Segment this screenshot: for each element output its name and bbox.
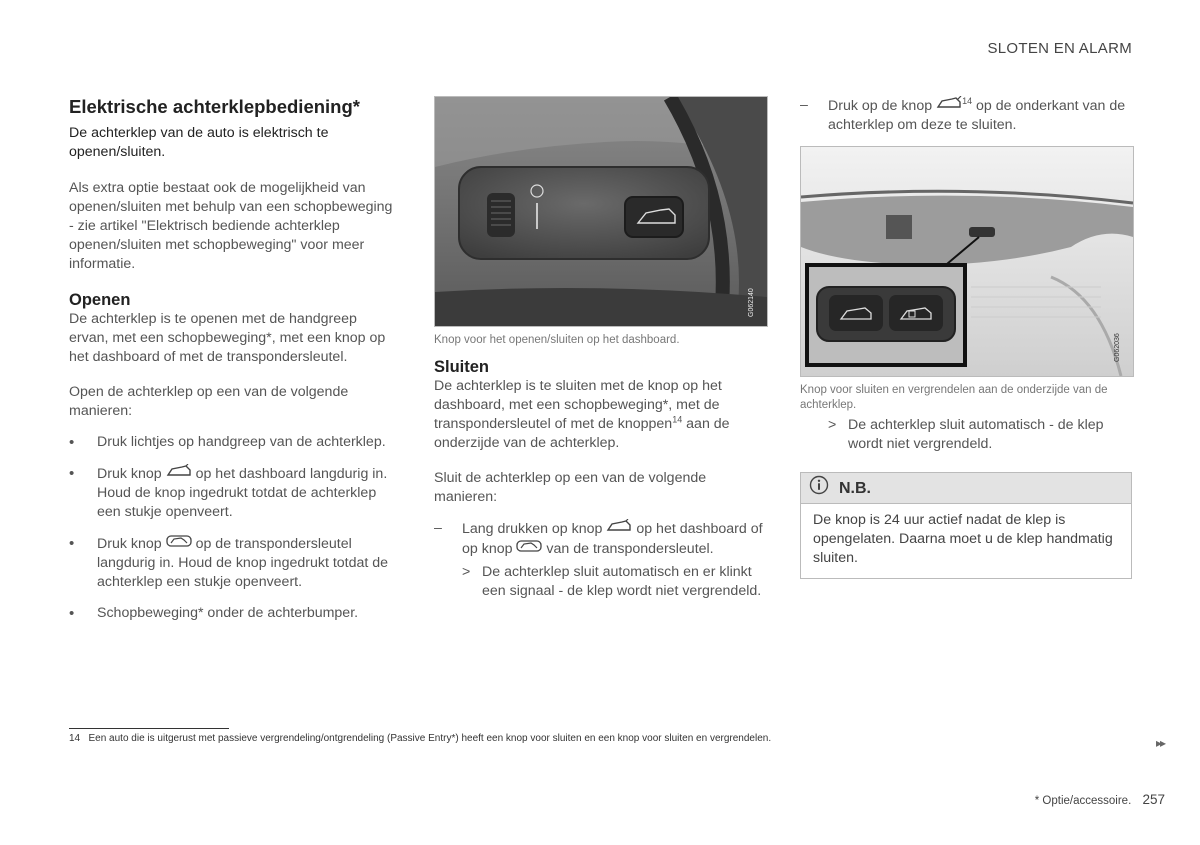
note-text: De knop is 24 uur actief nadat de klep is opengelaten. Daarna moet u de klep handmatig sluiten. [813, 512, 1113, 566]
lead-text: De achterklep van de auto is elektrisch te openen/sluiten. [69, 125, 329, 160]
open-methods-list [69, 433, 395, 623]
list-item [69, 604, 395, 623]
list-item-text: Druk lichtjes op handgreep van de achterklep. [97, 434, 386, 450]
option-note: * Optie/accessoire. [1034, 795, 1132, 807]
image-code: G062140 [748, 288, 755, 317]
dashboard-button-photo [434, 96, 768, 327]
result-text: De achterklep sluit automatisch - de klep wordt niet vergrendeld. [848, 417, 1104, 452]
intro-text: Als extra optie bestaat ook de mogelijkheid van openen/sluiten met behulp van een schopbeweging - zie artikel "Elektrisch bediende achterklep openen/sluiten met schopbeweging" voor meer informatie. [69, 180, 393, 272]
column-left [69, 96, 395, 635]
info-icon [809, 475, 829, 501]
footnote-divider [69, 728, 229, 729]
step-text: van de transpondersleutel. [546, 540, 714, 557]
step-dash: – [800, 97, 808, 113]
step-text: Druk op de knop [828, 97, 933, 114]
open-ways-text: Open de achterklep op een van de volgende manieren: [69, 384, 349, 419]
step-text: op de onderkant van de achterklep om deze te sluiten. [828, 97, 1126, 133]
image-code: G062036 [1114, 333, 1121, 362]
page-number: 257 [1142, 792, 1165, 807]
list-item [69, 433, 395, 452]
tailgate-photo-caption: Knop voor sluiten en vergrendelen aan de onderzijde van de achterklep. [800, 384, 1108, 411]
note-header [801, 473, 1131, 504]
section-header: SLOTEN EN ALARM [987, 40, 1132, 57]
column-middle [434, 96, 768, 601]
note-box [800, 472, 1132, 579]
footnote-number: 14 [69, 733, 81, 744]
list-item-text: op het dashboard langdurig in. Houd de knop ingedrukt totdat de achterklep een stukje openveert. [97, 465, 388, 520]
tailgate-close-result [800, 416, 1132, 454]
column-right [800, 96, 1132, 579]
tailgate-button-icon [606, 519, 632, 539]
close-heading: Sluiten [434, 358, 490, 376]
tailgate-close-step [800, 96, 1132, 135]
list-item [69, 534, 395, 592]
close-ways-text: Sluit de achterklep op een van de volgende manieren: [434, 470, 707, 505]
continue-arrows-icon: ▸▸ [1155, 736, 1164, 750]
list-item-text: op de transpondersleutel langdurig in. Houd de knop ingedrukt totdat de achterklep een stukje openveert. [97, 535, 389, 590]
footnote-text: Een auto die is uitgerust met passieve vergrendeling/ontgrendeling (Passive Entry*) heeft een knop voor sluiten en een knop voor sluiten en vergrendelen. [88, 733, 772, 744]
footnote-ref: 14 [672, 414, 683, 425]
list-item-text: Druk knop [97, 535, 162, 552]
note-title: N.B. [839, 479, 871, 497]
result-text: De achterklep sluit automatisch en er klinkt een signaal - de klep wordt niet vergrendeld. [482, 564, 762, 599]
list-item-text: Druk knop [97, 465, 162, 482]
close-text [434, 377, 768, 453]
key-tailgate-icon [516, 539, 542, 559]
step-text: op het dashboard of op knop [462, 520, 763, 557]
list-item-text: Schopbeweging* onder de achterbumper. [97, 605, 359, 621]
close-step [434, 519, 768, 559]
dashboard-photo-caption: Knop voor het openen/sluiten op het dashboard. [434, 334, 680, 346]
page-title: Elektrische achterklepbediening* [69, 96, 360, 117]
result-marker: > [462, 564, 471, 580]
tailgate-photo-illustration [801, 147, 1133, 376]
dashboard-photo-illustration [435, 97, 767, 326]
close-text-main: De achterklep is te sluiten met de knop op het dashboard, met een schopbeweging*, met de transpondersleutel of met de knoppen [434, 378, 722, 432]
page-footer [1035, 792, 1165, 807]
close-result [434, 563, 768, 601]
tailgate-button-icon [166, 464, 192, 484]
list-item [69, 464, 395, 522]
close-text-end: aan de onderzijde van de achterklep. [434, 416, 730, 451]
footnote [69, 733, 771, 744]
open-heading: Openen [69, 291, 131, 309]
tailgate-button-photo [800, 146, 1134, 377]
result-marker: > [828, 417, 837, 433]
footnote-ref: 14 [962, 96, 973, 107]
step-text: Lang drukken op knop [462, 520, 603, 537]
tailgate-close-icon [936, 96, 962, 116]
key-tailgate-icon [166, 534, 192, 554]
step-dash: – [434, 520, 442, 536]
open-text: De achterklep is te openen met de handgreep ervan, met een schopbeweging*, met een knop op het dashboard of met de transpondersleutel. [69, 311, 386, 365]
